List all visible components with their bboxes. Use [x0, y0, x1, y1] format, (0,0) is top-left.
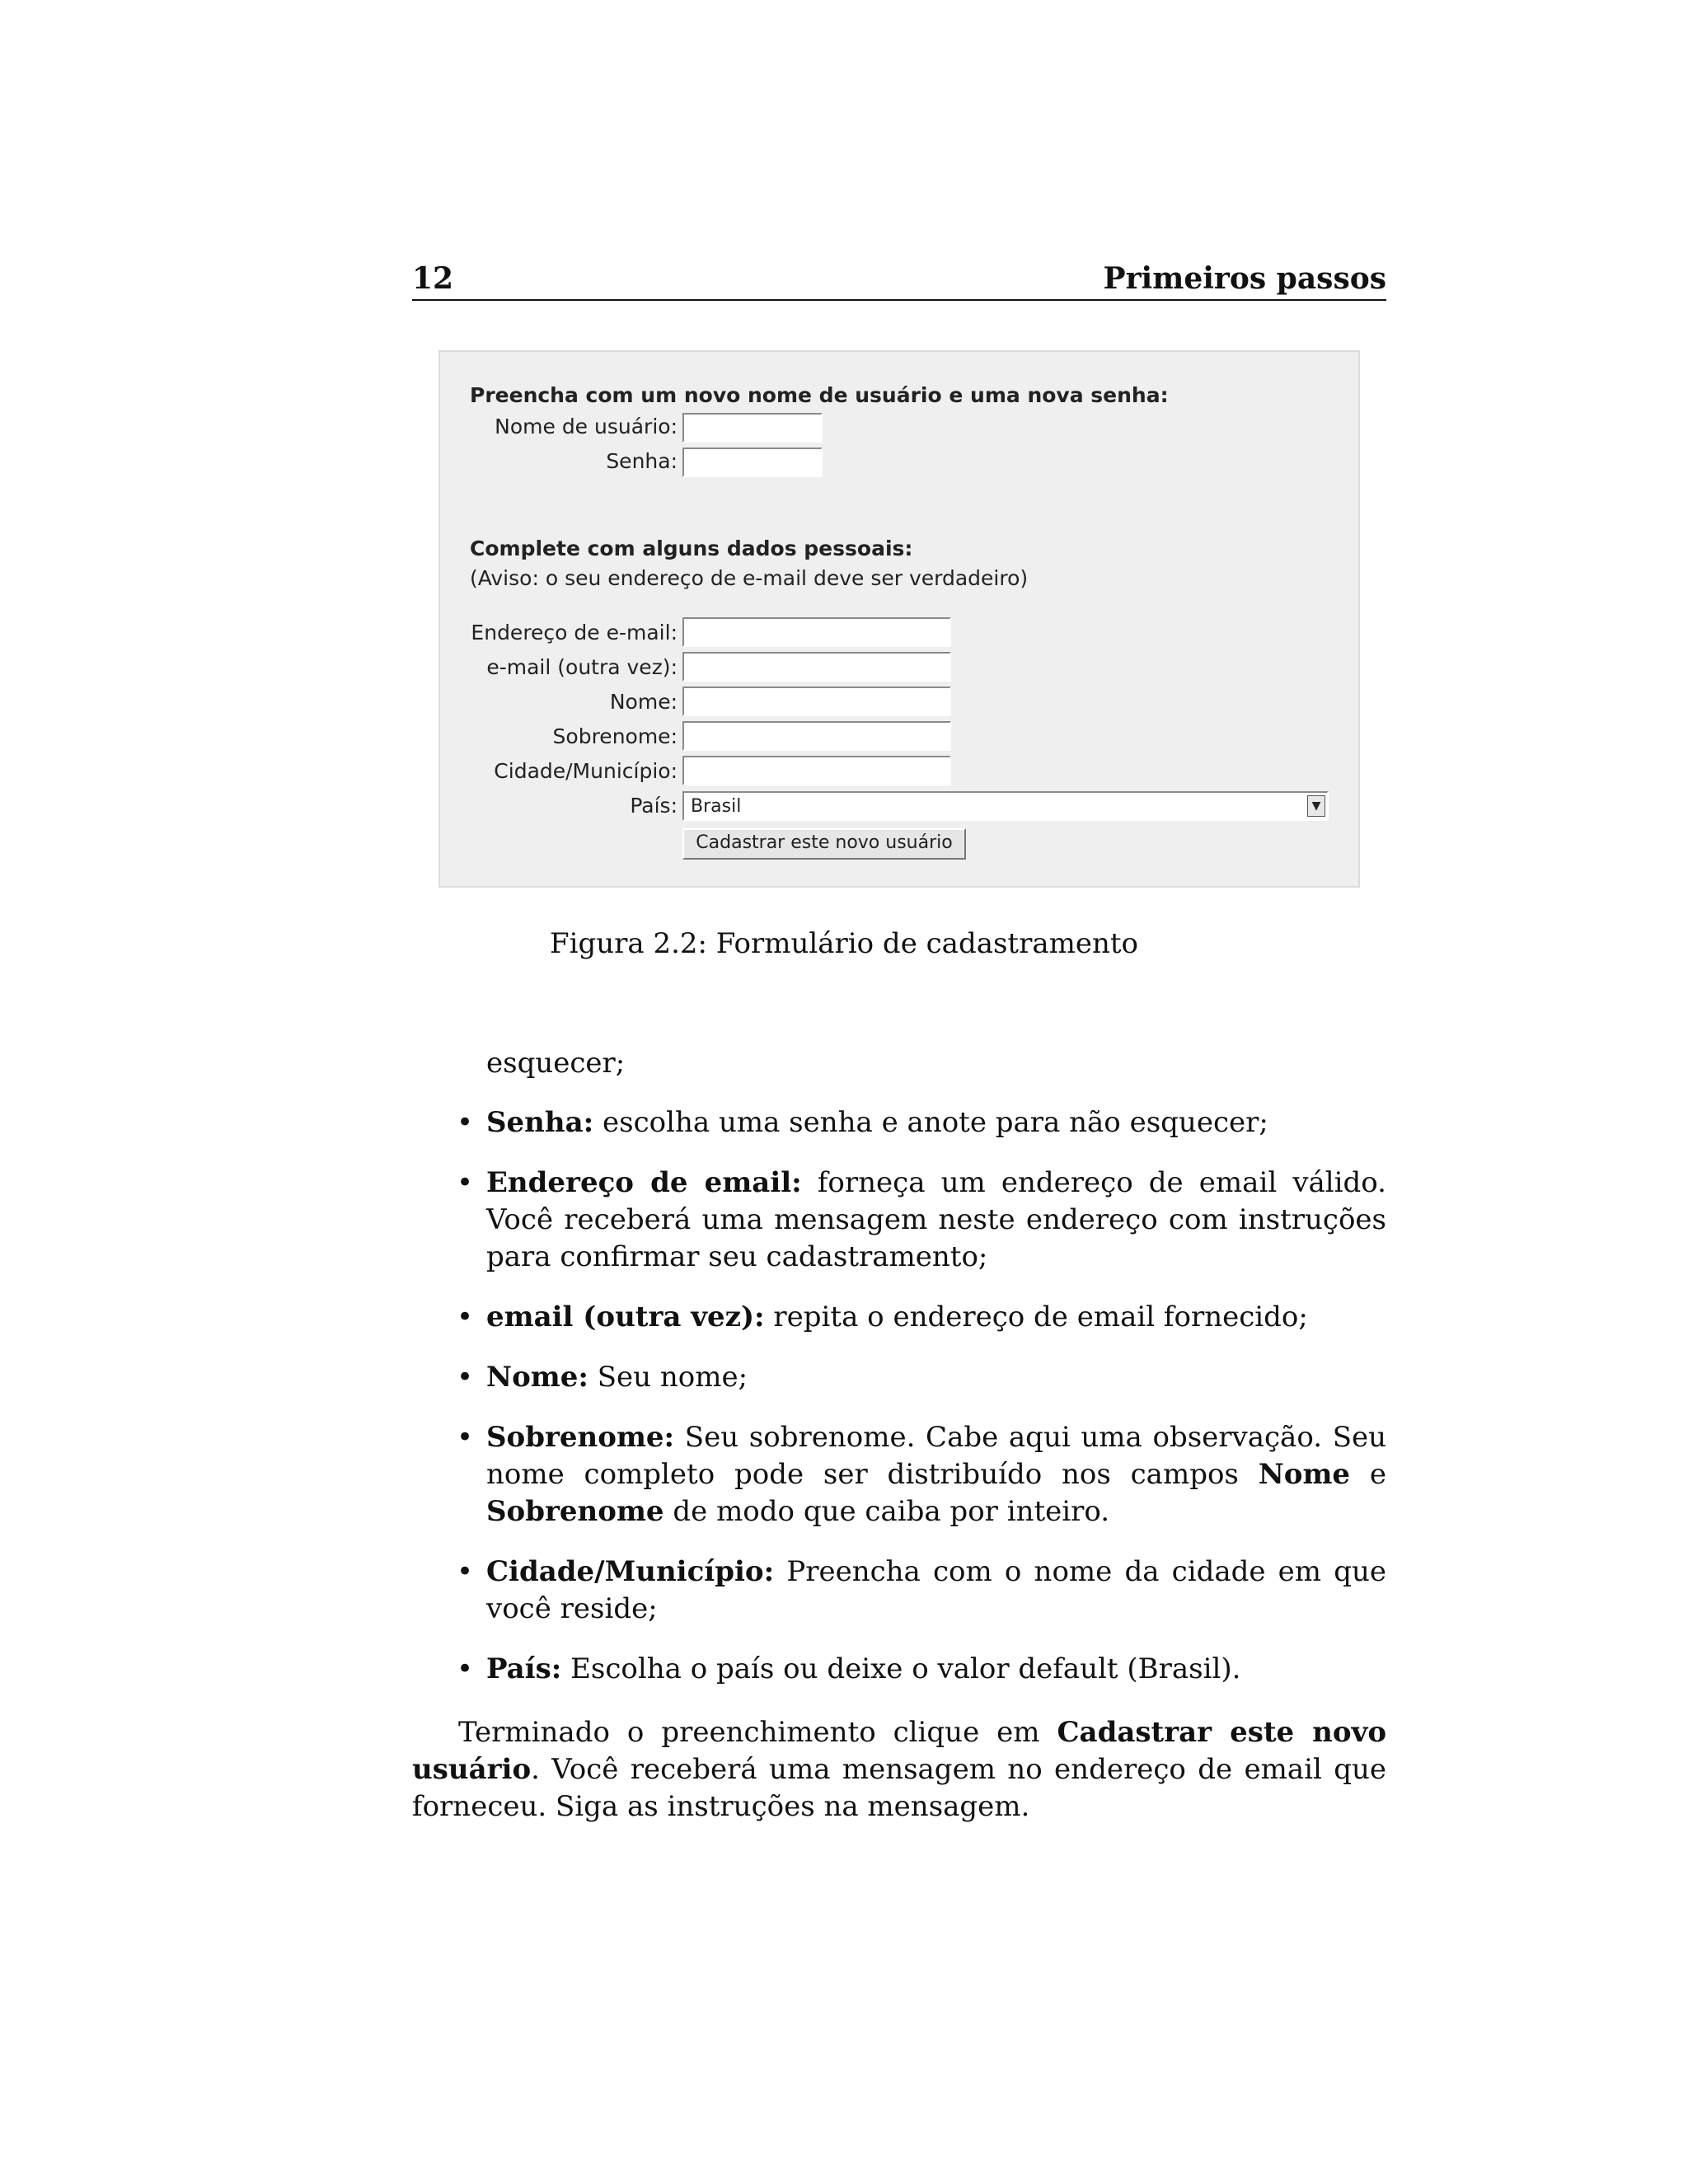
username-input[interactable]: [682, 413, 823, 443]
list-item-text: de modo que caiba por inteiro.: [663, 1495, 1110, 1528]
figure-caption: Figura 2.2: Formulário de cadastramento: [550, 927, 1138, 960]
list-item-term: País:: [486, 1652, 562, 1685]
password-input[interactable]: [682, 448, 823, 477]
list-item-text: Seu nome;: [588, 1361, 748, 1394]
list-item-text: escolha uma senha e anote para não esquecer;: [593, 1106, 1268, 1139]
list-item-term: email (outra vez):: [486, 1301, 765, 1333]
surname-input[interactable]: [682, 721, 951, 751]
closing-paragraph: [412, 1714, 1386, 1825]
list-item: [412, 1554, 1386, 1628]
country-select[interactable]: [682, 791, 1329, 821]
list-item-text: e: [1350, 1458, 1386, 1491]
section-title: Primeiros passos: [1103, 261, 1386, 296]
form-heading-credentials: Preencha com um novo nome de usuário e uma nova senha:: [470, 383, 1169, 407]
list-item-text: Seu sobrenome. Cabe aqui uma observação. Seu nome completo pode ser distribuído nos campos: [486, 1421, 1386, 1491]
city-input[interactable]: [682, 756, 951, 785]
list-item-term: Sobrenome:: [486, 1421, 675, 1454]
list-item-text: repita o endereço de email fornecido;: [764, 1301, 1308, 1333]
list-item-text: Escolha o país ou deixe o valor default (Brasil).: [561, 1652, 1241, 1685]
password-label: Senha:: [606, 449, 678, 473]
list-item-text: Preencha com o nome da cidade em que você reside;: [486, 1555, 1386, 1625]
name-input[interactable]: [682, 687, 951, 716]
bullet-icon: •: [457, 1166, 474, 1199]
list-item-text: forneça um endereço de email válido. Você receberá uma mensagem neste endereço com instruções para confirmar seu cadastramento;: [486, 1166, 1386, 1273]
submit-new-user-button[interactable]: Cadastrar este novo usuário: [682, 828, 966, 860]
chevron-down-icon[interactable]: ▼: [1307, 795, 1325, 817]
list-item: [412, 1419, 1386, 1530]
username-label: Nome de usuário:: [495, 415, 678, 438]
surname-label: Sobrenome:: [552, 724, 678, 748]
country-label: País:: [630, 794, 678, 818]
paragraph-text: Terminado o preenchimento clique em: [458, 1716, 1057, 1749]
paragraph-text: . Você receberá uma mensagem no endereço de email que forneceu. Siga as instruções na mensagem.: [412, 1753, 1386, 1823]
bullet-icon: •: [457, 1361, 474, 1394]
email-confirm-label: e-mail (outra vez):: [486, 655, 678, 679]
email-notice: (Aviso: o seu endereço de e-mail deve ser verdadeiro): [470, 566, 1029, 590]
field-description-list: [412, 1104, 1386, 1711]
form-heading-personal: Complete com alguns dados pessoais:: [470, 537, 913, 560]
running-header: [412, 258, 1386, 301]
bullet-icon: •: [457, 1301, 474, 1333]
bullet-icon: •: [457, 1421, 474, 1454]
registration-form-figure: [438, 350, 1360, 888]
list-item-term: Cidade/Município:: [486, 1555, 775, 1588]
name-label: Nome:: [609, 690, 678, 714]
bullet-icon: •: [457, 1106, 474, 1139]
city-label: Cidade/Município:: [494, 759, 678, 783]
continued-text: esquecer;: [486, 1047, 626, 1080]
bullet-icon: •: [457, 1652, 474, 1685]
email-label: Endereço de e-mail:: [471, 621, 678, 644]
list-item: [412, 1651, 1386, 1688]
list-item: [412, 1299, 1386, 1336]
list-item-term: Endereço de email:: [486, 1166, 802, 1199]
list-item: [412, 1359, 1386, 1396]
list-item-term: Nome:: [486, 1361, 588, 1394]
bullet-icon: •: [457, 1555, 474, 1588]
email-confirm-input[interactable]: [682, 652, 951, 682]
email-input[interactable]: [682, 617, 951, 647]
country-selected-value: Brasil: [691, 796, 742, 817]
list-item-emphasis: Nome: [1258, 1458, 1351, 1491]
list-item: [412, 1104, 1386, 1141]
page-number: 12: [412, 261, 454, 296]
list-item: [412, 1165, 1386, 1276]
list-item-emphasis: Sobrenome: [486, 1495, 664, 1528]
list-item-term: Senha:: [486, 1106, 594, 1139]
paragraph-emphasis: Cadastrar este novo usuário: [412, 1716, 1386, 1786]
